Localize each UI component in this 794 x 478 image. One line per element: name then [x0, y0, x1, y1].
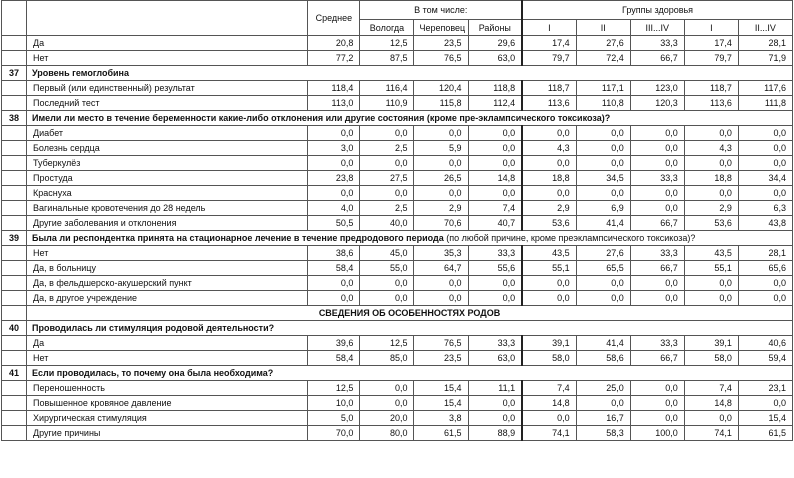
value-cell: 33,3 [630, 171, 684, 186]
value-cell: 118,7 [684, 81, 738, 96]
value-cell: 58,0 [684, 351, 738, 366]
value-cell: 0,0 [630, 411, 684, 426]
question-number: 38 [2, 111, 27, 126]
value-cell: 0,0 [630, 186, 684, 201]
header-group-a-3: III...IV [630, 20, 684, 36]
value-cell: 17,4 [522, 36, 576, 51]
question-number: 37 [2, 66, 27, 81]
table-row [2, 81, 793, 96]
row-label: Да [27, 336, 308, 351]
value-cell: 0,0 [630, 156, 684, 171]
value-cell: 14,8 [684, 396, 738, 411]
value-cell: 39,6 [308, 336, 360, 351]
header-city-vologda: Вологда [360, 20, 414, 36]
value-cell: 27,5 [360, 171, 414, 186]
value-cell: 0,0 [308, 291, 360, 306]
row-label: Повышенное кровяное давление [27, 396, 308, 411]
value-cell: 58,4 [308, 351, 360, 366]
value-cell: 0,0 [522, 411, 576, 426]
row-label: Простуда [27, 171, 308, 186]
table-row [2, 381, 793, 396]
table-row [2, 141, 793, 156]
value-cell: 0,0 [522, 126, 576, 141]
value-cell: 33,3 [630, 36, 684, 51]
value-cell: 43,5 [522, 246, 576, 261]
row-number-cell [2, 246, 27, 261]
question-row [2, 231, 793, 246]
value-cell: 58,6 [576, 351, 630, 366]
table-row [2, 261, 793, 276]
row-number-cell [2, 51, 27, 66]
value-cell: 2,5 [360, 141, 414, 156]
value-cell: 0,0 [360, 156, 414, 171]
header-label-cell [27, 1, 308, 36]
table-row [2, 171, 793, 186]
header-group-b-1: I [684, 20, 738, 36]
question-row [2, 66, 793, 81]
value-cell: 0,0 [684, 291, 738, 306]
header-row-1 [2, 1, 793, 20]
value-cell: 77,2 [308, 51, 360, 66]
value-cell: 0,0 [360, 186, 414, 201]
value-cell: 55,1 [684, 261, 738, 276]
row-label: Туберкулёз [27, 156, 308, 171]
row-label: Последний тест [27, 96, 308, 111]
value-cell: 15,4 [738, 411, 792, 426]
value-cell: 0,0 [468, 396, 522, 411]
value-cell: 66,7 [630, 216, 684, 231]
value-cell: 0,0 [468, 126, 522, 141]
row-number-cell [2, 126, 27, 141]
value-cell: 5,9 [414, 141, 468, 156]
value-cell: 0,0 [684, 186, 738, 201]
header-group-a-1: I [522, 20, 576, 36]
value-cell: 0,0 [308, 186, 360, 201]
row-number-cell [2, 96, 27, 111]
table-row [2, 411, 793, 426]
value-cell: 115,8 [414, 96, 468, 111]
value-cell: 65,5 [576, 261, 630, 276]
row-number-cell [2, 36, 27, 51]
value-cell: 0,0 [360, 396, 414, 411]
value-cell: 58,3 [576, 426, 630, 441]
row-number-cell [2, 411, 27, 426]
row-number-cell [2, 396, 27, 411]
value-cell: 10,0 [308, 396, 360, 411]
row-number-cell [2, 306, 27, 321]
value-cell: 112,4 [468, 96, 522, 111]
table-row [2, 186, 793, 201]
row-number-cell [2, 426, 27, 441]
value-cell: 12,5 [308, 381, 360, 396]
question-text [27, 321, 793, 336]
value-cell: 0,0 [360, 291, 414, 306]
value-cell: 18,8 [522, 171, 576, 186]
value-cell: 0,0 [684, 276, 738, 291]
table-row [2, 426, 793, 441]
value-cell: 0,0 [308, 156, 360, 171]
value-cell: 61,5 [738, 426, 792, 441]
value-cell: 0,0 [630, 141, 684, 156]
value-cell: 25,0 [576, 381, 630, 396]
question-title: Имели ли место в течение беременности какие-либо отклонения или другие состояния (кроме пре-эклампсического токсикоза)? [32, 113, 611, 123]
value-cell: 2,9 [414, 201, 468, 216]
value-cell: 28,1 [738, 36, 792, 51]
row-number-cell [2, 201, 27, 216]
value-cell: 113,6 [522, 96, 576, 111]
value-cell: 6,3 [738, 201, 792, 216]
header-including: В том числе: [360, 1, 522, 20]
row-number-cell [2, 381, 27, 396]
value-cell: 23,5 [414, 351, 468, 366]
value-cell: 0,0 [308, 126, 360, 141]
value-cell: 80,0 [360, 426, 414, 441]
value-cell: 63,0 [468, 351, 522, 366]
value-cell: 0,0 [630, 276, 684, 291]
value-cell: 28,1 [738, 246, 792, 261]
table-row [2, 276, 793, 291]
row-label: Другие причины [27, 426, 308, 441]
value-cell: 0,0 [738, 126, 792, 141]
value-cell: 41,4 [576, 216, 630, 231]
question-text [27, 111, 793, 126]
table-row [2, 96, 793, 111]
value-cell: 66,7 [630, 351, 684, 366]
value-cell: 3,8 [414, 411, 468, 426]
value-cell: 70,6 [414, 216, 468, 231]
header-city-districts: Районы [468, 20, 522, 36]
table-row [2, 351, 793, 366]
header-city-cherepovets: Череповец [414, 20, 468, 36]
value-cell: 3,0 [308, 141, 360, 156]
question-row [2, 321, 793, 336]
header-group-b-2: II...IV [738, 20, 792, 36]
value-cell: 4,3 [522, 141, 576, 156]
value-cell: 38,6 [308, 246, 360, 261]
row-number-cell [2, 81, 27, 96]
value-cell: 65,6 [738, 261, 792, 276]
value-cell: 58,4 [308, 261, 360, 276]
value-cell: 15,4 [414, 396, 468, 411]
value-cell: 120,3 [630, 96, 684, 111]
value-cell: 70,0 [308, 426, 360, 441]
value-cell: 0,0 [468, 141, 522, 156]
question-number: 39 [2, 231, 27, 246]
value-cell: 0,0 [468, 276, 522, 291]
value-cell: 0,0 [468, 186, 522, 201]
row-number-cell [2, 186, 27, 201]
value-cell: 7,4 [522, 381, 576, 396]
value-cell: 0,0 [738, 291, 792, 306]
value-cell: 53,6 [522, 216, 576, 231]
value-cell: 0,0 [522, 156, 576, 171]
value-cell: 0,0 [468, 411, 522, 426]
value-cell: 0,0 [576, 126, 630, 141]
value-cell: 53,6 [684, 216, 738, 231]
question-row [2, 111, 793, 126]
value-cell: 34,4 [738, 171, 792, 186]
value-cell: 0,0 [576, 186, 630, 201]
row-number-cell [2, 291, 27, 306]
header-health-groups: Группы здоровья [522, 1, 792, 20]
value-cell: 0,0 [738, 156, 792, 171]
value-cell: 39,1 [522, 336, 576, 351]
question-title: Проводилась ли стимуляция родовой деятельности? [32, 323, 275, 333]
value-cell: 66,7 [630, 261, 684, 276]
row-label: Первый (или единственный) результат [27, 81, 308, 96]
row-label: Да, в фельдшерско-акушерский пункт [27, 276, 308, 291]
value-cell: 113,6 [684, 96, 738, 111]
value-cell: 118,8 [468, 81, 522, 96]
value-cell: 120,4 [414, 81, 468, 96]
value-cell: 59,4 [738, 351, 792, 366]
table-row [2, 36, 793, 51]
value-cell: 0,0 [630, 126, 684, 141]
value-cell: 55,1 [522, 261, 576, 276]
health-statistics-table [1, 0, 793, 441]
value-cell: 79,7 [522, 51, 576, 66]
value-cell: 0,0 [684, 126, 738, 141]
row-label: Вагинальные кровотечения до 28 недель [27, 201, 308, 216]
value-cell: 117,1 [576, 81, 630, 96]
question-row [2, 366, 793, 381]
value-cell: 113,0 [308, 96, 360, 111]
row-number-cell [2, 156, 27, 171]
value-cell: 23,5 [414, 36, 468, 51]
value-cell: 0,0 [360, 381, 414, 396]
value-cell: 0,0 [468, 156, 522, 171]
row-label: Нет [27, 351, 308, 366]
value-cell: 0,0 [360, 126, 414, 141]
value-cell: 55,6 [468, 261, 522, 276]
value-cell: 74,1 [522, 426, 576, 441]
value-cell: 16,7 [576, 411, 630, 426]
row-number-cell [2, 171, 27, 186]
value-cell: 20,8 [308, 36, 360, 51]
question-text [27, 231, 793, 246]
value-cell: 116,4 [360, 81, 414, 96]
section-row [2, 306, 793, 321]
value-cell: 76,5 [414, 336, 468, 351]
question-title: Если проводилась, то почему она была необходима? [32, 368, 274, 378]
row-label: Диабет [27, 126, 308, 141]
value-cell: 33,3 [468, 336, 522, 351]
value-cell: 0,0 [414, 126, 468, 141]
value-cell: 0,0 [630, 396, 684, 411]
value-cell: 41,4 [576, 336, 630, 351]
row-label: Краснуха [27, 186, 308, 201]
question-text [27, 66, 793, 81]
row-label: Да, в больницу [27, 261, 308, 276]
value-cell: 0,0 [738, 396, 792, 411]
row-number-cell [2, 141, 27, 156]
value-cell: 35,3 [414, 246, 468, 261]
value-cell: 55,0 [360, 261, 414, 276]
value-cell: 40,0 [360, 216, 414, 231]
value-cell: 0,0 [684, 156, 738, 171]
value-cell: 0,0 [630, 291, 684, 306]
value-cell: 14,8 [468, 171, 522, 186]
value-cell: 0,0 [630, 381, 684, 396]
question-title: Уровень гемоглобина [32, 68, 129, 78]
value-cell: 15,4 [414, 381, 468, 396]
value-cell: 0,0 [522, 186, 576, 201]
value-cell: 0,0 [738, 141, 792, 156]
value-cell: 66,7 [630, 51, 684, 66]
value-cell: 45,0 [360, 246, 414, 261]
value-cell: 74,1 [684, 426, 738, 441]
value-cell: 40,6 [738, 336, 792, 351]
value-cell: 0,0 [576, 396, 630, 411]
row-number-cell [2, 336, 27, 351]
table-row [2, 201, 793, 216]
value-cell: 0,0 [738, 276, 792, 291]
table-row [2, 291, 793, 306]
header-group-a-2: II [576, 20, 630, 36]
value-cell: 58,0 [522, 351, 576, 366]
value-cell: 79,7 [684, 51, 738, 66]
value-cell: 61,5 [414, 426, 468, 441]
value-cell: 26,5 [414, 171, 468, 186]
table-row [2, 156, 793, 171]
value-cell: 12,5 [360, 36, 414, 51]
value-cell: 110,8 [576, 96, 630, 111]
table-body [2, 36, 793, 441]
row-label: Нет [27, 51, 308, 66]
value-cell: 0,0 [414, 186, 468, 201]
value-cell: 0,0 [684, 411, 738, 426]
row-label: Нет [27, 246, 308, 261]
table-row [2, 216, 793, 231]
row-label: Да [27, 36, 308, 51]
row-label: Да, в другое учреждение [27, 291, 308, 306]
row-label: Переношенность [27, 381, 308, 396]
value-cell: 7,4 [468, 201, 522, 216]
value-cell: 34,5 [576, 171, 630, 186]
value-cell: 2,5 [360, 201, 414, 216]
section-title: СВЕДЕНИЯ ОБ ОСОБЕННОСТЯХ РОДОВ [27, 306, 793, 321]
table-row [2, 126, 793, 141]
value-cell: 63,0 [468, 51, 522, 66]
value-cell: 4,0 [308, 201, 360, 216]
value-cell: 29,6 [468, 36, 522, 51]
value-cell: 27,6 [576, 36, 630, 51]
row-label: Хирургическая стимуляция [27, 411, 308, 426]
value-cell: 0,0 [468, 291, 522, 306]
value-cell: 0,0 [414, 276, 468, 291]
value-cell: 88,9 [468, 426, 522, 441]
value-cell: 18,8 [684, 171, 738, 186]
value-cell: 33,3 [630, 336, 684, 351]
value-cell: 0,0 [414, 291, 468, 306]
value-cell: 0,0 [630, 201, 684, 216]
value-cell: 71,9 [738, 51, 792, 66]
value-cell: 0,0 [576, 291, 630, 306]
value-cell: 110,9 [360, 96, 414, 111]
table-row [2, 336, 793, 351]
value-cell: 100,0 [630, 426, 684, 441]
value-cell: 0,0 [414, 156, 468, 171]
question-note: (по любой причине, кроме преэклампсического токсикоза)? [443, 233, 696, 243]
value-cell: 76,5 [414, 51, 468, 66]
question-number: 41 [2, 366, 27, 381]
header-average: Среднее [308, 1, 360, 36]
value-cell: 0,0 [738, 186, 792, 201]
value-cell: 17,4 [684, 36, 738, 51]
row-number-cell [2, 351, 27, 366]
value-cell: 2,9 [684, 201, 738, 216]
value-cell: 7,4 [684, 381, 738, 396]
value-cell: 23,1 [738, 381, 792, 396]
value-cell: 111,8 [738, 96, 792, 111]
value-cell: 12,5 [360, 336, 414, 351]
value-cell: 6,9 [576, 201, 630, 216]
row-label: Болезнь сердца [27, 141, 308, 156]
value-cell: 4,3 [684, 141, 738, 156]
value-cell: 72,4 [576, 51, 630, 66]
value-cell: 43,5 [684, 246, 738, 261]
value-cell: 117,6 [738, 81, 792, 96]
question-number: 40 [2, 321, 27, 336]
question-text [27, 366, 793, 381]
table-row [2, 51, 793, 66]
question-title: Была ли респондентка принята на стационарное лечение в течение предродового периода [32, 233, 444, 243]
value-cell: 2,9 [522, 201, 576, 216]
row-number-cell [2, 261, 27, 276]
value-cell: 50,5 [308, 216, 360, 231]
value-cell: 0,0 [308, 276, 360, 291]
table-row [2, 396, 793, 411]
value-cell: 0,0 [576, 141, 630, 156]
value-cell: 118,7 [522, 81, 576, 96]
row-number-cell [2, 276, 27, 291]
header-number-cell [2, 1, 27, 36]
value-cell: 33,3 [468, 246, 522, 261]
value-cell: 0,0 [522, 276, 576, 291]
value-cell: 5,0 [308, 411, 360, 426]
value-cell: 40,7 [468, 216, 522, 231]
value-cell: 0,0 [360, 276, 414, 291]
value-cell: 85,0 [360, 351, 414, 366]
value-cell: 118,4 [308, 81, 360, 96]
value-cell: 33,3 [630, 246, 684, 261]
row-label: Другие заболевания и отклонения [27, 216, 308, 231]
value-cell: 123,0 [630, 81, 684, 96]
value-cell: 43,8 [738, 216, 792, 231]
value-cell: 11,1 [468, 381, 522, 396]
value-cell: 0,0 [576, 276, 630, 291]
value-cell: 87,5 [360, 51, 414, 66]
value-cell: 39,1 [684, 336, 738, 351]
table-row [2, 246, 793, 261]
value-cell: 23,8 [308, 171, 360, 186]
value-cell: 0,0 [576, 156, 630, 171]
value-cell: 14,8 [522, 396, 576, 411]
value-cell: 0,0 [522, 291, 576, 306]
value-cell: 27,6 [576, 246, 630, 261]
value-cell: 64,7 [414, 261, 468, 276]
value-cell: 20,0 [360, 411, 414, 426]
row-number-cell [2, 216, 27, 231]
